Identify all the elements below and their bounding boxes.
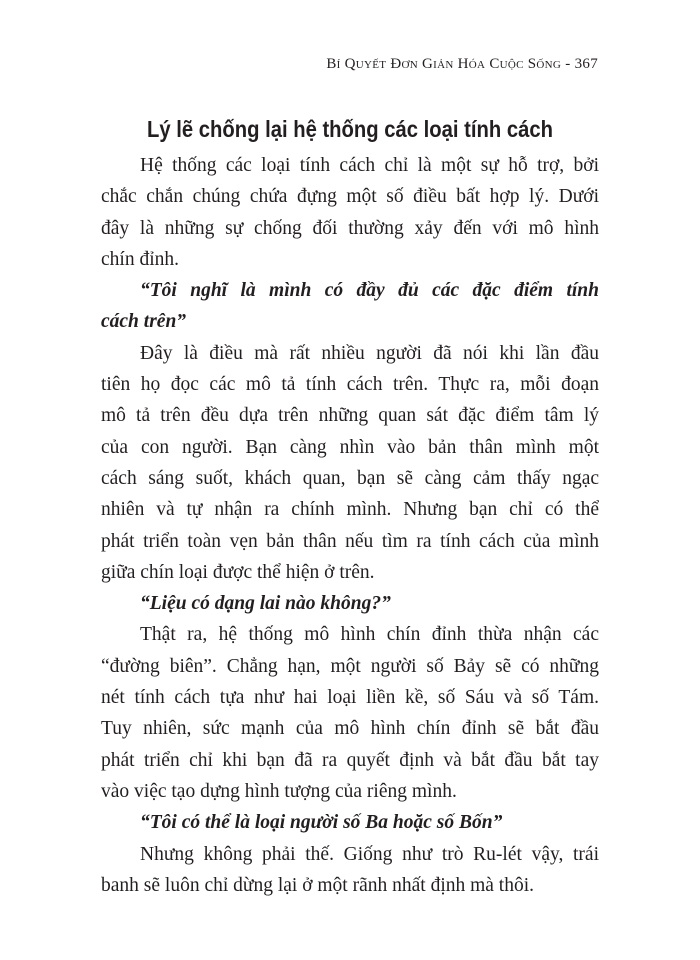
text-line: “Tôi nghĩ là mình có đầy đủ các đặc điểm tính	[140, 280, 599, 302]
section-title: Lý lẽ chống lại hệ thống các loại tính cách	[146, 116, 553, 142]
text-line: banh sẽ luôn chỉ dừng lại ở một rãnh nhất định mà thôi.	[101, 874, 535, 896]
text-line: Thật ra, hệ thống mô hình chín đỉnh thừa nhận các	[140, 624, 599, 646]
paragraph	[101, 338, 599, 588]
text-line: “đường biên”. Chẳng hạn, một người số Bảy sẽ có những	[101, 655, 599, 677]
running-title: Bí Quyết Đơn Giản Hóa Cuộc Sống	[326, 56, 562, 72]
subheading	[101, 588, 599, 619]
text-line: giữa chín loại được thể hiện ở trên.	[101, 561, 375, 583]
text-line: Hệ thống các loại tính cách chỉ là một sự hỗ trợ, bởi	[140, 155, 599, 176]
running-header	[326, 56, 598, 73]
text-line: tiên họ đọc các mô tả tính cách trên. Thực ra, mỗi đoạn	[101, 374, 599, 396]
text-line: đây là những sự chống đối thường xảy đến với mô hình	[101, 217, 599, 239]
paragraph	[101, 150, 599, 275]
text-line: mô tả trên đều dựa trên những quan sát đặc điểm tâm lý	[101, 405, 599, 427]
text-line: nhiên và tự nhận ra chính mình. Nhưng bạn chỉ có thể	[101, 499, 599, 521]
text-line: cách sáng suốt, khách quan, bạn sẽ càng cảm thấy ngạc	[101, 467, 599, 489]
subheading	[101, 275, 599, 338]
text-line: Tuy nhiên, sức mạnh của mô hình chín đỉnh sẽ bắt đầu	[101, 718, 599, 740]
text-line: phát triển chỉ khi bạn đã ra quyết định và bắt đầu bắt tay	[101, 749, 599, 771]
paragraph	[101, 619, 599, 807]
text-line: chín đỉnh.	[101, 248, 179, 270]
text-line: của con người. Bạn càng nhìn vào bản thân mình một	[101, 436, 599, 458]
text-line: “Liệu có dạng lai nào không?”	[140, 593, 391, 615]
text-line: Nhưng không phải thế. Giống như trò Ru-lét vậy, trái	[140, 843, 599, 865]
paragraph	[101, 839, 599, 902]
text-line: phát triển toàn vẹn bản thân nếu tìm ra tính cách của mình	[101, 530, 599, 552]
header-separator: -	[565, 56, 571, 72]
text-line: vào việc tạo dựng hình tượng của riêng mình.	[101, 780, 457, 802]
text-line: chắc chắn chúng chứa đựng một số điều bất hợp lý. Dưới	[101, 186, 599, 208]
subheading	[101, 807, 599, 838]
text-line: Đây là điều mà rất nhiều người đã nói khi lần đầu	[140, 342, 599, 364]
text-line: cách trên”	[101, 311, 187, 333]
text-line: “Tôi có thể là loại người số Ba hoặc số Bốn”	[140, 812, 503, 834]
body-text	[101, 150, 599, 901]
page-number: 367	[574, 56, 598, 72]
text-line: nét tính cách tựa như hai loại liền kề, số Sáu và số Tám.	[101, 687, 599, 709]
